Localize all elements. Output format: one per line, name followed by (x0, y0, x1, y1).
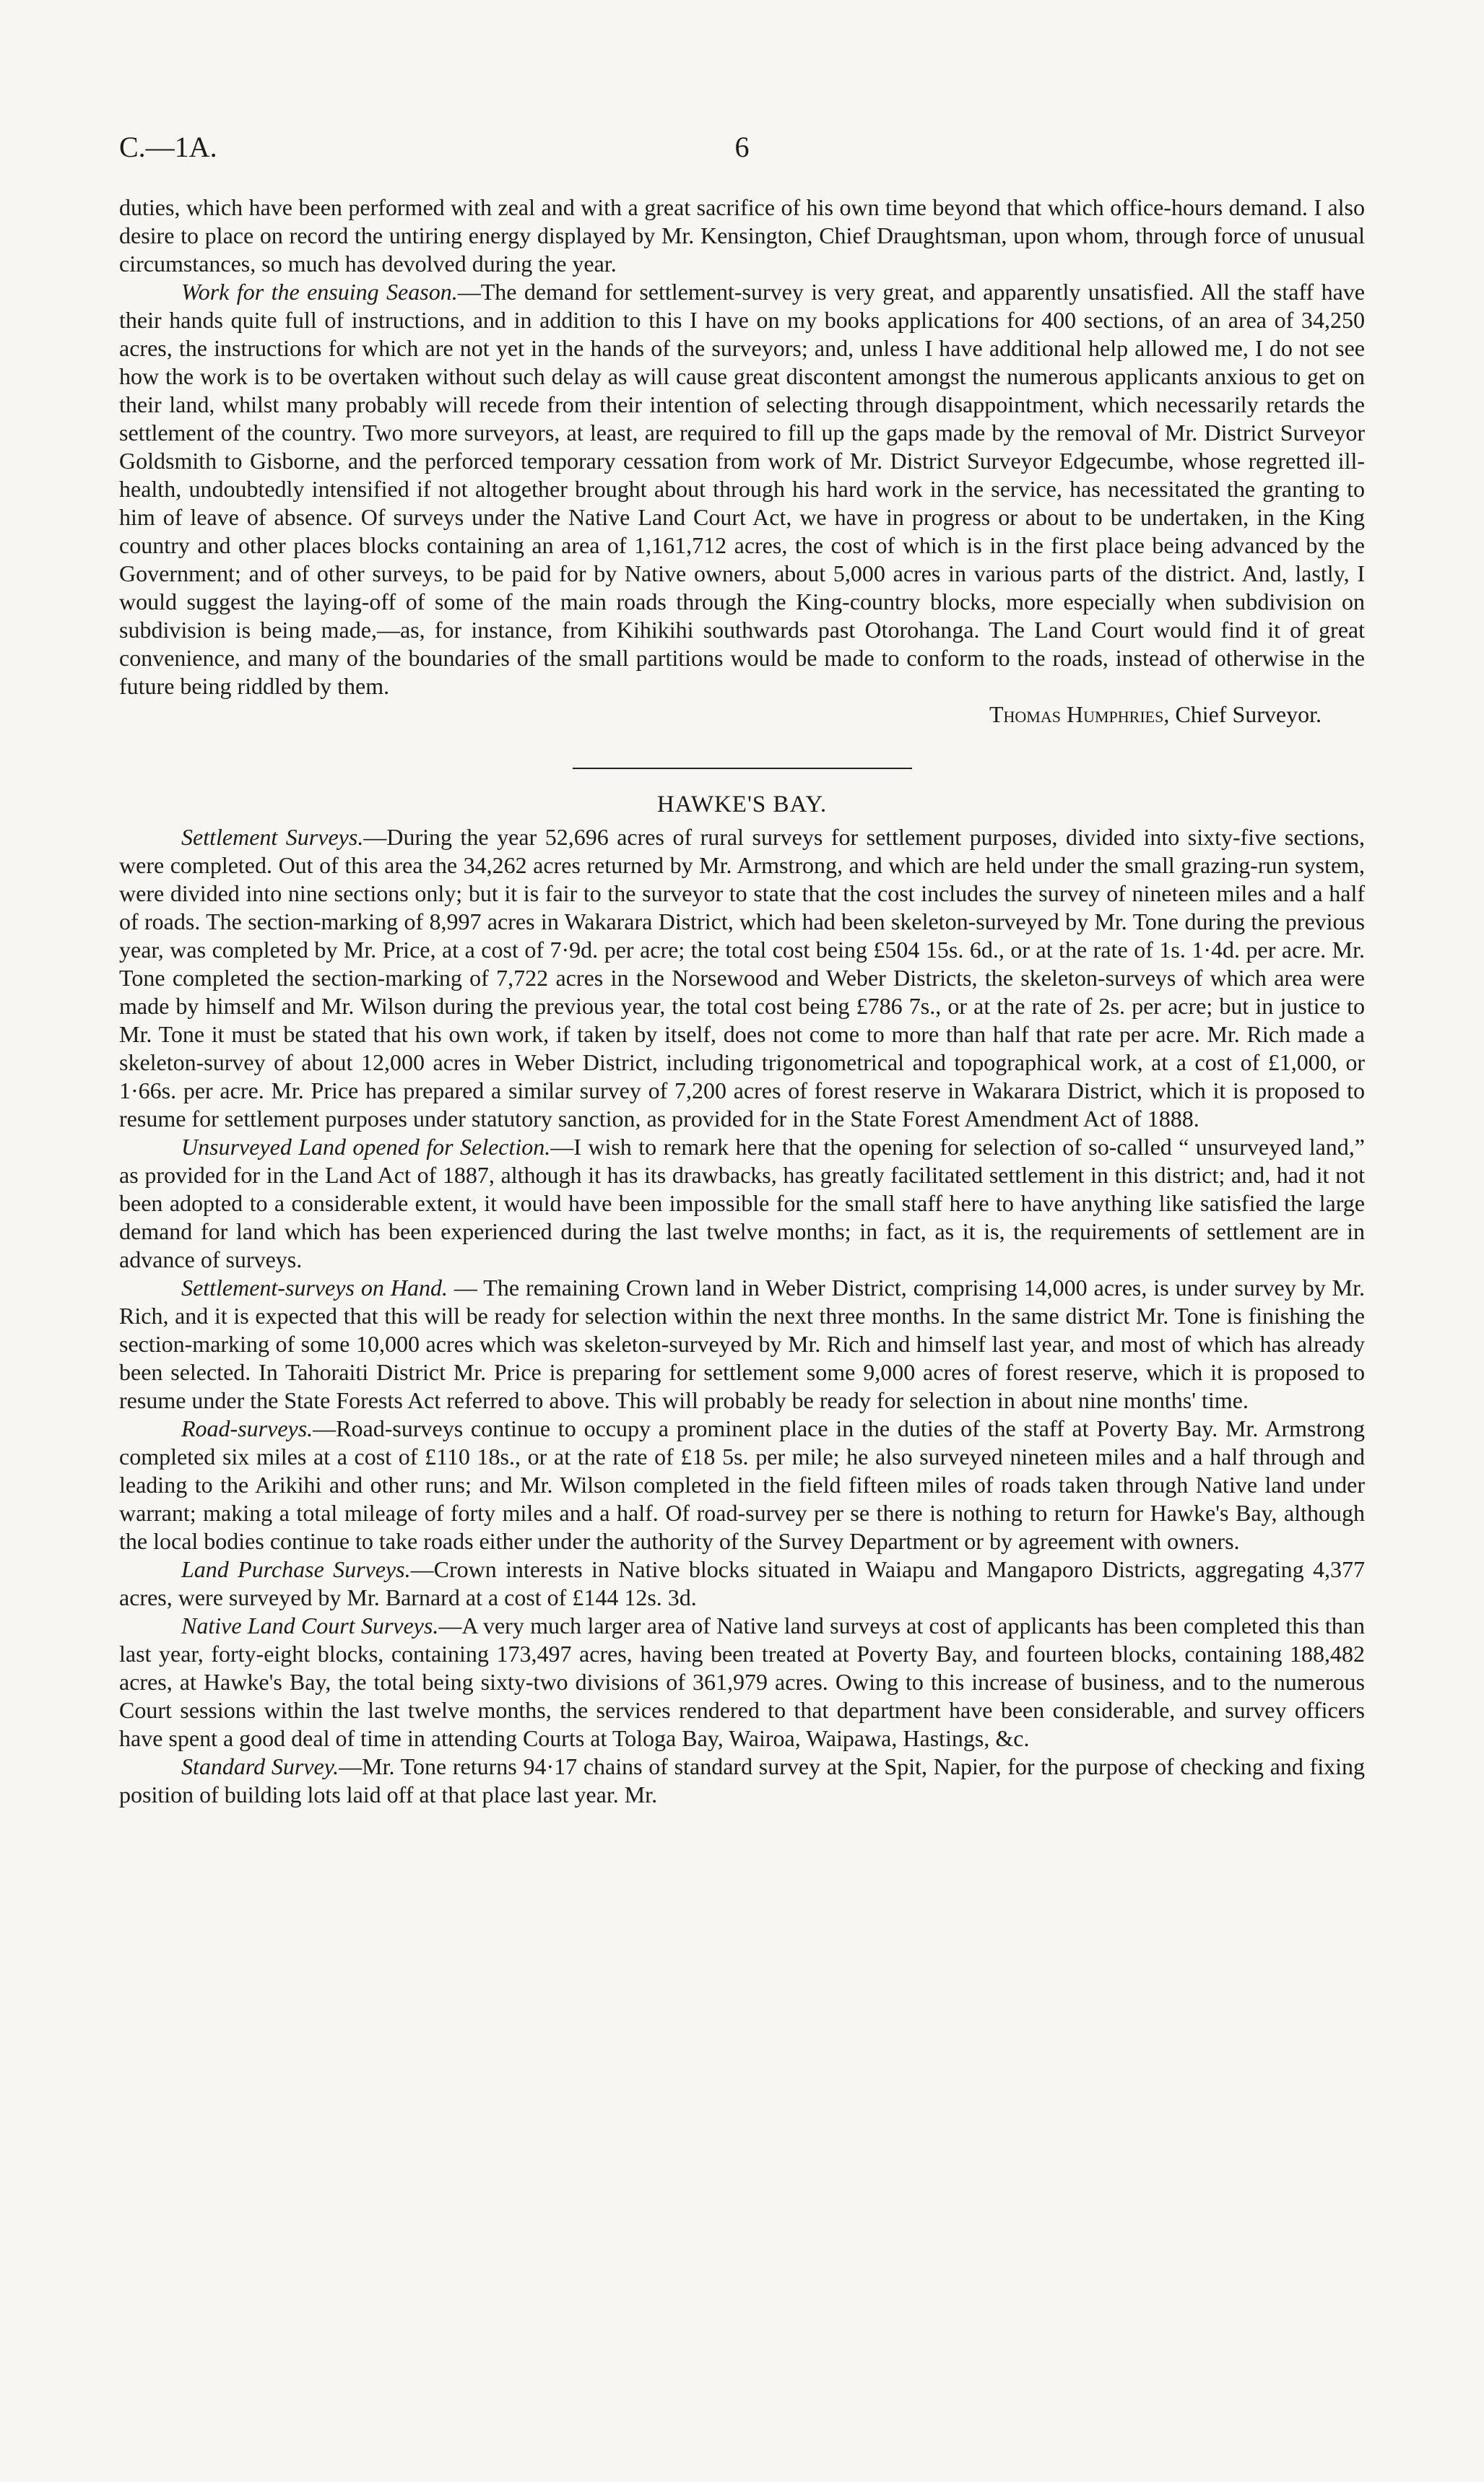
page-header (119, 130, 1365, 173)
paragraph-standard-survey (119, 1753, 1365, 1809)
paragraph-text: —During the year 52,696 acres of rural surveys for settlement purposes, divided into sixty-five sections, were completed. Out of this area the 34,262 acres returned by Mr. Armstrong, and which are held under the small grazing-run system, were divided into nine sections only; but it is fair to the surveyor to state that the cost includes the survey of nineteen miles and a half of roads. The section-marking of 8,997 acres in Wakarara District, which had been skeleton-surveyed by Mr. Tone during the previous year, was completed by Mr. Price, at a cost of 7·9d. per acre; the total cost being £504 15s. 6d., or at the rate of 1s. 1·4d. per acre. Mr. Tone completed the section-marking of 7,722 acres in the Norsewood and Weber Districts, the skeleton-surveys of which area were made by himself and Mr. Wilson during the previous year, the total cost being £786 7s., or at the rate of 2s. per acre; but in justice to Mr. Tone it must be stated that his own work, if taken by itself, does not come to more than half that rate per acre. Mr. Rich made a skeleton-survey of about 12,000 acres in Weber District, including trigonometrical and topographical work, at a cost of £1,000, or 1·66s. per acre. Mr. Price has prepared a similar survey of 7,200 acres of forest reserve in Wakarara District, which it is proposed to resume for settlement purposes under statutory sanction, as provided for in the State Forest Amendment Act of 1888. (119, 824, 1366, 1132)
signature-name: Thomas Humphries (989, 701, 1164, 727)
paragraph-settlement-on-hand (119, 1274, 1365, 1415)
paragraph-heading: Unsurveyed Land opened for Selection. (181, 1134, 551, 1160)
section-divider (573, 768, 912, 769)
paragraph-heading: Standard Survey. (181, 1753, 339, 1779)
paragraph-text: —A very much larger area of Native land surveys at cost of applicants has been completed this than last year, forty-eight blocks, containing 173,497 acres, having been treated at Poverty Bay, and fourteen blocks, containing 188,482 acres, at Hawke's Bay, the total being sixty-two divisions of 361,979 acres. Owing to this increase of business, and to the numerous Court sessions within the last twelve months, the services rendered to that department have been considerable, and survey officers have spent a good deal of time in attending Courts at Tologa Bay, Wairoa, Waipawa, Hastings, &c. (119, 1613, 1366, 1751)
paragraph-text: — The remaining Crown land in Weber District, comprising 14,000 acres, is under survey by Mr. Rich, and it is expected that this will be ready for selection within the next three months. In the same district Mr. Tone is finishing the section-marking of some 10,000 acres which was skeleton-surveyed by Mr. Rich and himself last year, and most of which has already been selected. In Tahoraiti District Mr. Price is preparing for settlement some 9,000 acres of forest reserve, which it is proposed to resume under the State Forests Act referred to above. This will probably be ready for selection in about nine months' time. (119, 1275, 1366, 1413)
paragraph-work-season (119, 278, 1365, 700)
paragraph-heading: Work for the ensuing Season. (181, 279, 458, 305)
section-title: HAWKE'S BAY. (656, 791, 828, 817)
paragraph-heading: Land Purchase Surveys. (181, 1556, 411, 1582)
body-text (119, 194, 1365, 1809)
paragraph-text: —Road-surveys continue to occupy a prominent place in the duties of the staff at Poverty Bay. Mr. Armstrong completed six miles at a cost of £110 18s., or at the rate of £18 5s. per mile; he also surveyed nineteen miles and a half through and leading to the Arikihi and other runs; and Mr. Wilson completed in the field fifteen miles of roads taken through Native land under warrant; making a total mileage of forty miles and a half. Of road-survey per se there is nothing to return for Hawke's Bay, although the local bodies continue to take roads either under the authority of the Survey Department or by agreement with owners. (119, 1415, 1365, 1554)
paragraph-heading: Settlement Surveys. (181, 824, 364, 850)
paragraph-heading: Road-surveys. (181, 1415, 313, 1441)
page-number: 6 (734, 131, 750, 163)
paragraph-heading: Settlement-surveys on Hand. (181, 1275, 448, 1301)
paragraph-continuation: duties, which have been performed with zeal and with a great sacrifice of his own time beyond that which office-hours demand. I also desire to place on record the untiring energy displayed by Mr. Kensington, Chief Draughtsman, upon whom, through force of unusual circumstances, so much has devolved during the year. (119, 194, 1365, 277)
paragraph-text: —Crown interests in Native blocks situated in Waiapu and Mangaporo Districts, aggregating 4,377 acres, were surveyed by Mr. Barnard at a cost of £144 12s. 3d. (119, 1556, 1366, 1610)
paragraph-text: —Mr. Tone returns 94·17 chains of standard survey at the Spit, Napier, for the purpose of checking and fixing position of building lots laid off at that place last year. Mr. (119, 1753, 1366, 1808)
paragraph-road-surveys (119, 1415, 1365, 1555)
paragraph-land-purchase (119, 1555, 1365, 1612)
paragraph-native-land-court (119, 1612, 1365, 1753)
paragraph-text: —I wish to remark here that the opening for selection of so-called “ unsurveyed land,” as provided for in the Land Act of 1887, although it has its drawbacks, has greatly facilitated settlement in this district; and, had it not been adopted to a considerable extent, it would have been impossible for the small staff here to have anything like satisfied the large demand for land which has been experienced during the last twelve months; in fact, as it is, the requirements of settlement are in advance of surveys. (119, 1134, 1366, 1272)
signature (119, 700, 1365, 729)
paragraph-heading: Native Land Court Surveys. (181, 1613, 439, 1639)
signature-title: , Chief Surveyor. (1163, 701, 1322, 727)
document-code: C.—1A. (119, 131, 217, 163)
paragraph-unsurveyed-land (119, 1133, 1365, 1274)
paragraph-settlement-surveys (119, 823, 1365, 1133)
paragraph-text: —The demand for settlement-survey is very great, and apparently unsatisfied. All the staff have their hands quite full of instructions, and in addition to this I have on my books applications for 400 sections, of an area of 34,250 acres, the instructions for which are not yet in the hands of the surveyors; and, unless I have additional help allowed me, I do not see how the work is to be overtaken without such delay as will cause great discontent amongst the numerous applicants anxious to get on their land, whilst many probably will recede from their intention of selecting through disappointment, which necessarily retards the settlement of the country. Two more surveyors, at least, are required to fill up the gaps made by the removal of Mr. District Surveyor Goldsmith to Gisborne, and the perforced temporary cessation from work of Mr. District Surveyor Edgecumbe, whose regretted ill-health, undoubtedly intensified if not altogether brought about through his hard work in the service, has necessitated the granting to him of leave of absence. Of surveys under the Native Land Court Act, we have in progress or about to be undertaken, in the King country and other places blocks containing an area of 1,161,712 acres, the cost of which is in the first place being advanced by the Government; and of other surveys, to be paid for by Native owners, about 5,000 acres in various parts of the district. And, lastly, I would suggest the laying-off of some of the main roads through the King-country blocks, more especially when subdivision on subdivision is being made,—as, for instance, from Kihikihi southwards past Otorohanga. The Land Court would find it of great convenience, and many of the boundaries of the small partitions would be made to conform to the roads, instead of otherwise in the future being riddled by them. (119, 279, 1366, 699)
